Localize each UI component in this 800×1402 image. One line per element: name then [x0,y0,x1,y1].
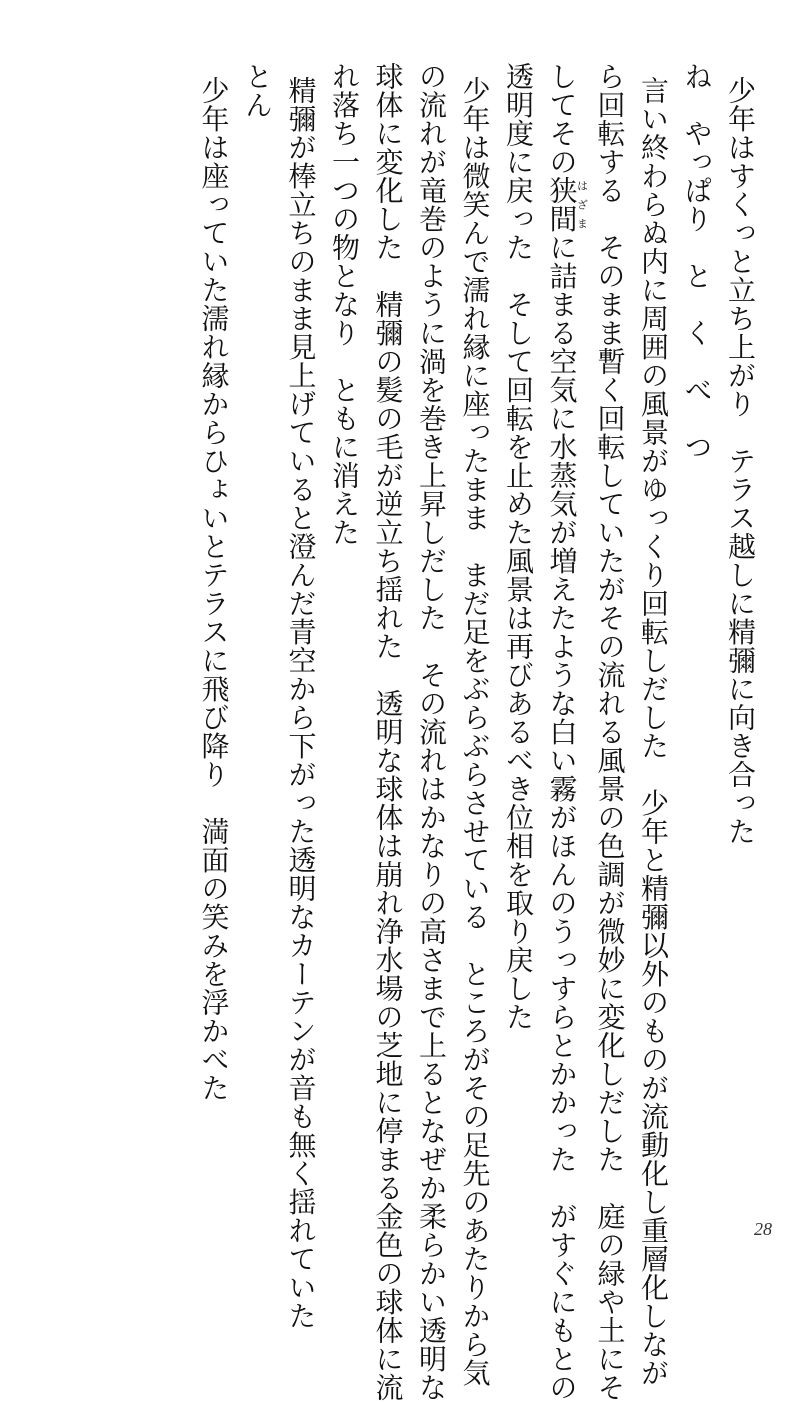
vertical-text-body [22,62,762,1402]
text-line-8: の流れが竜巻のように渦を巻き上昇しだした その流れはかなりの高さまで上るとなぜか柔らかい透明な [415,62,448,1402]
text-line-5 [540,62,589,1402]
text-line-3: 言い終わらぬ内に周囲の風景がゆっくり回転しだした 少年と精彌以外のものが流動化し重層化しなが [637,76,670,1387]
ruby-reading: はざま [575,176,589,233]
text-line-9: 球体に変化した 精彌の髪の毛が逆立ち揺れた 透明な球体は崩れ浄水場の芝地に停まる金色の球体に流 [371,62,405,1402]
text-line-10: れ落ち一つの物となり ともに消えた [328,62,361,547]
page-number: 28 [754,1219,772,1239]
text-line-5-pre: してその [545,62,579,176]
text-line-12: とん [241,62,274,119]
furigana-hazama [545,176,589,233]
text-line-4: ら回転する そのまま暫く回転していたがその流れる風景の色調が微妙に変化しだした 庭の緑や土にそ [593,62,627,1402]
text-line-7: 少年は微笑んで濡れ縁に座ったまま まだ足をぶらぶらさせている ところがその足先のあたりから気 [458,76,492,1387]
text-line-5-post: に詰まる空気に水蒸気が増えたような白い霧がほんのうっすらとかかった がすぐにもとの [545,233,579,1402]
ruby-base: 狭間 [545,176,579,233]
text-line-1: 少年はすくっと立ち上がり テラス越しに精彌に向き合った [724,76,757,846]
text-line-2: ね やっぱり と く べ つ [680,62,714,461]
text-line-13: 少年は座っていた濡れ縁からひょいとテラスに飛び降り 満面の笑みを浮かべた [197,76,231,1102]
text-line-11: 精彌が棒立ちのまま見上げていると澄んだ青空から下がった透明なカーテンが音も無く揺れていた [284,76,318,1330]
text-line-6: 透明度に戻った そして回転を止めた風景は再びあるべき位相を取り戻した [502,62,535,1031]
